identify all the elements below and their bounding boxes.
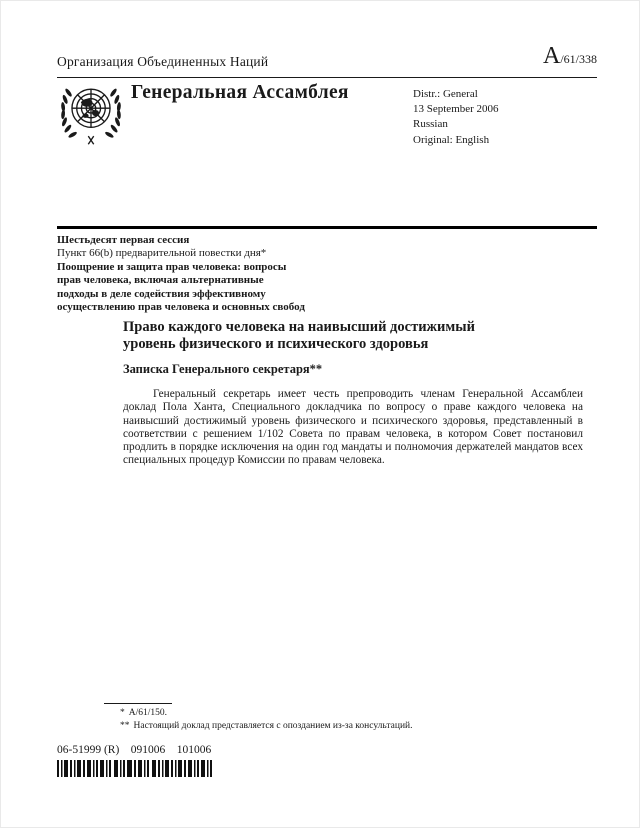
footnote — [120, 707, 560, 720]
session-heading: Шестьдесят первая сессия — [57, 234, 190, 246]
body-paragraph: Генеральный секретарь имеет честь препроводить членам Генеральной Ассамблеи доклад Пола Ханта, Специального докладчика по вопросу о праве каждого человека на наивысший достижимый уровень физического и психического здоровья, представленный в соответствии с решением 1/102 Совета по правам человека, в котором Совет постановил продлить в порядке исключения на один год мандаты и полномочия держателей мандатов всех специальных процедур Комиссии по правам человека. — [123, 388, 583, 467]
agenda-item: Пункт 66(b) предварительной повестки дня* — [57, 247, 267, 260]
agenda-title-line: прав человека, включая альтернативные — [57, 274, 264, 287]
document-id: 06-51999 (R) 091006 101006 — [57, 744, 212, 756]
agenda-title-line: осуществлению прав человека и основных свобод — [57, 301, 305, 314]
session-block — [57, 234, 377, 314]
distr-line: 13 September 2006 — [413, 103, 499, 116]
section-rule — [57, 226, 597, 229]
assembly-title: Генеральная Ассамблея — [131, 82, 349, 103]
barcode — [57, 760, 215, 777]
footnote-marker: * — [120, 708, 125, 718]
doc-symbol — [543, 43, 597, 70]
agenda-title-line: Поощрение и защита прав человека: вопросы — [57, 260, 287, 273]
footnotes-block — [120, 707, 560, 733]
footnote-text: A/61/150. — [128, 708, 168, 718]
un-emblem-icon — [57, 80, 125, 146]
distr-line: Original: English — [413, 133, 490, 146]
distr-block — [413, 87, 499, 148]
agenda-title-line: подходы в деле содействия эффективному — [57, 287, 266, 300]
distr-line: Distr.: General — [413, 88, 478, 100]
footnote-text: Настоящий доклад представляется с опозданием из-за консультаций. — [133, 721, 413, 731]
header-rule — [57, 77, 597, 78]
footnote — [120, 720, 560, 733]
org-name: Организация Объединенных Наций — [57, 54, 269, 69]
distr-line: Russian — [413, 118, 448, 131]
note-heading: Записка Генерального секретаря** — [123, 362, 323, 376]
doc-symbol-letter: A — [542, 43, 561, 69]
footnote-separator — [104, 703, 172, 704]
document-title — [123, 319, 593, 353]
doc-symbol-number: /61/338 — [560, 52, 597, 66]
document-title-line: Право каждого человека на наивысший достижимый — [123, 319, 475, 335]
document-title-line: уровень физического и психического здоровья — [123, 336, 429, 352]
footnote-marker: ** — [120, 721, 130, 731]
